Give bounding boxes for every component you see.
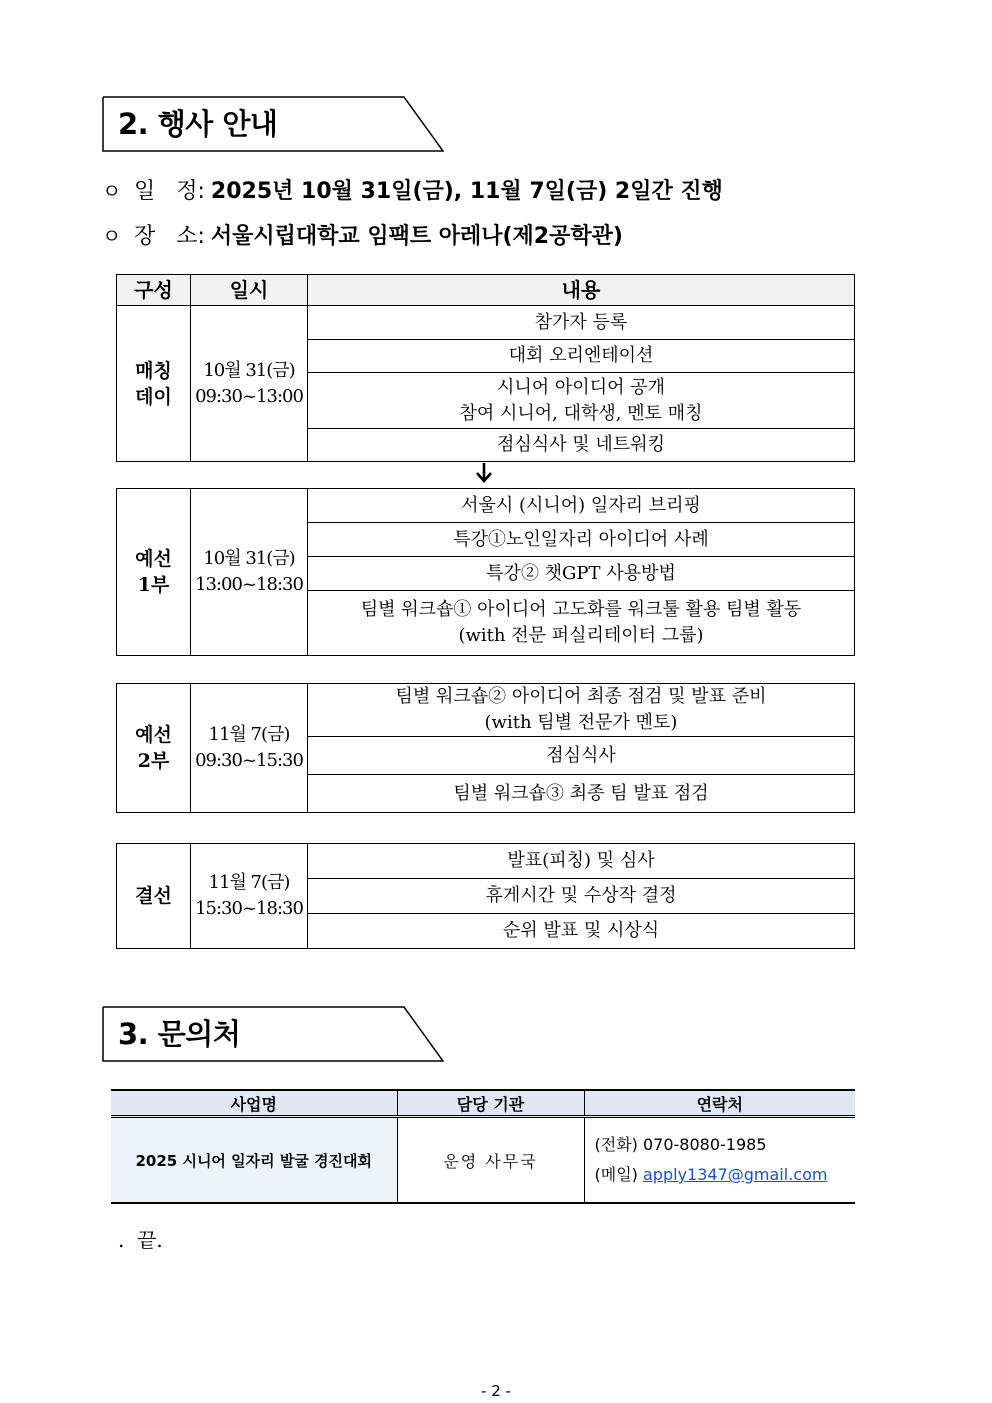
place-label: 장 소: bbox=[134, 224, 205, 249]
item-line: 팀별 워크숍① 아이디어 고도화를 워크툴 활용 팀별 활동 bbox=[360, 599, 802, 620]
date-cell bbox=[191, 844, 308, 949]
item-cell bbox=[308, 373, 855, 429]
item-cell bbox=[308, 591, 855, 656]
place-line bbox=[102, 219, 623, 253]
item-line: 팀별 워크숍② 아이디어 최종 점검 및 발표 준비 bbox=[395, 686, 767, 707]
item-cell: 점심식사 및 네트워킹 bbox=[308, 429, 855, 462]
header-project: 사업명 bbox=[111, 1090, 397, 1117]
date-line: 10월 31(금) bbox=[203, 359, 295, 381]
group-cell bbox=[117, 489, 191, 656]
header-composition: 구성 bbox=[117, 275, 191, 306]
time-line: 15:30~18:30 bbox=[195, 898, 303, 919]
item-line: (with 팀별 전문가 멘토) bbox=[484, 712, 678, 733]
group-line: 데이 bbox=[135, 385, 172, 408]
item-cell: 대회 오리엔테이션 bbox=[308, 340, 855, 373]
item-line: 시니어 아이디어 공개 bbox=[497, 376, 665, 398]
email-label: (메일) bbox=[594, 1165, 638, 1184]
page-number: - 2 - bbox=[481, 1382, 511, 1400]
item-cell: 특강② 챗GPT 사용방법 bbox=[308, 557, 855, 591]
item-line: (with 전문 퍼실리테이터 그룹) bbox=[458, 625, 704, 646]
group-line: 2부 bbox=[137, 750, 170, 772]
section-2-heading bbox=[102, 96, 444, 152]
schedule-table-prelim-2 bbox=[116, 683, 855, 813]
contact-table bbox=[111, 1089, 855, 1204]
date-cell bbox=[191, 684, 308, 813]
header-contact: 연락처 bbox=[584, 1090, 855, 1117]
item-cell: 특강①노인일자리 아이디어 사례 bbox=[308, 523, 855, 557]
section-2-title: 2. 행사 안내 bbox=[118, 107, 278, 141]
header-datetime: 일시 bbox=[191, 275, 308, 306]
phone-number: (전화) 070-8080-1985 bbox=[594, 1135, 767, 1154]
section-3-heading bbox=[102, 1006, 444, 1062]
time-line: 09:30~15:30 bbox=[195, 750, 303, 771]
group-line: 예선 bbox=[135, 548, 172, 570]
header-agency: 담당 기관 bbox=[397, 1090, 584, 1117]
item-cell: 순위 발표 및 시상식 bbox=[308, 914, 855, 949]
group-line: 매칭 bbox=[135, 359, 172, 382]
item-cell: 참가자 등록 bbox=[308, 306, 855, 340]
item-line: 참여 시니어, 대학생, 멘토 매칭 bbox=[459, 402, 703, 424]
down-arrow-icon bbox=[474, 461, 494, 485]
schedule-table-matching bbox=[116, 274, 855, 462]
agency-name: 운영 사무국 bbox=[397, 1117, 584, 1204]
item-cell: 휴게시간 및 수상작 결정 bbox=[308, 879, 855, 914]
bullet: ㅇ bbox=[102, 179, 122, 203]
item-cell: 팀별 워크숍③ 최종 팀 발표 점검 bbox=[308, 775, 855, 813]
section-3-title: 3. 문의처 bbox=[118, 1017, 241, 1051]
group-cell: 결선 bbox=[117, 844, 191, 949]
time-line: 09:30~13:00 bbox=[195, 385, 303, 407]
place-value: 서울시립대학교 임팩트 아레나(제2공학관) bbox=[210, 224, 623, 249]
project-name: 2025 시니어 일자리 발굴 경진대회 bbox=[111, 1117, 397, 1204]
contact-info bbox=[584, 1117, 855, 1204]
item-cell: 점심식사 bbox=[308, 737, 855, 775]
schedule-line bbox=[102, 174, 723, 208]
date-line: 11월 7(금) bbox=[208, 724, 290, 745]
date-cell bbox=[191, 489, 308, 656]
date-line: 10월 31(금) bbox=[203, 548, 295, 569]
date-line: 11월 7(금) bbox=[208, 872, 290, 893]
group-line: 예선 bbox=[135, 724, 172, 746]
item-cell: 서울시 (시니어) 일자리 브리핑 bbox=[308, 489, 855, 523]
email-line bbox=[595, 1160, 856, 1190]
schedule-table-final bbox=[116, 843, 855, 949]
group-cell bbox=[117, 684, 191, 813]
date-cell bbox=[191, 306, 308, 462]
item-cell bbox=[308, 684, 855, 737]
item-cell: 발표(피칭) 및 심사 bbox=[308, 844, 855, 879]
header-content: 내용 bbox=[308, 275, 855, 306]
email-link[interactable]: apply1347@gmail.com bbox=[643, 1165, 828, 1184]
bullet: ㅇ bbox=[102, 224, 122, 248]
group-line: 1부 bbox=[137, 574, 170, 596]
schedule-label: 일 정: bbox=[134, 179, 205, 204]
time-line: 13:00~18:30 bbox=[195, 574, 303, 595]
schedule-value: 2025년 10월 31일(금), 11월 7일(금) 2일간 진행 bbox=[210, 179, 723, 204]
group-cell bbox=[117, 306, 191, 462]
schedule-table-prelim-1 bbox=[116, 488, 855, 656]
end-mark: . 끝. bbox=[118, 1228, 163, 1252]
